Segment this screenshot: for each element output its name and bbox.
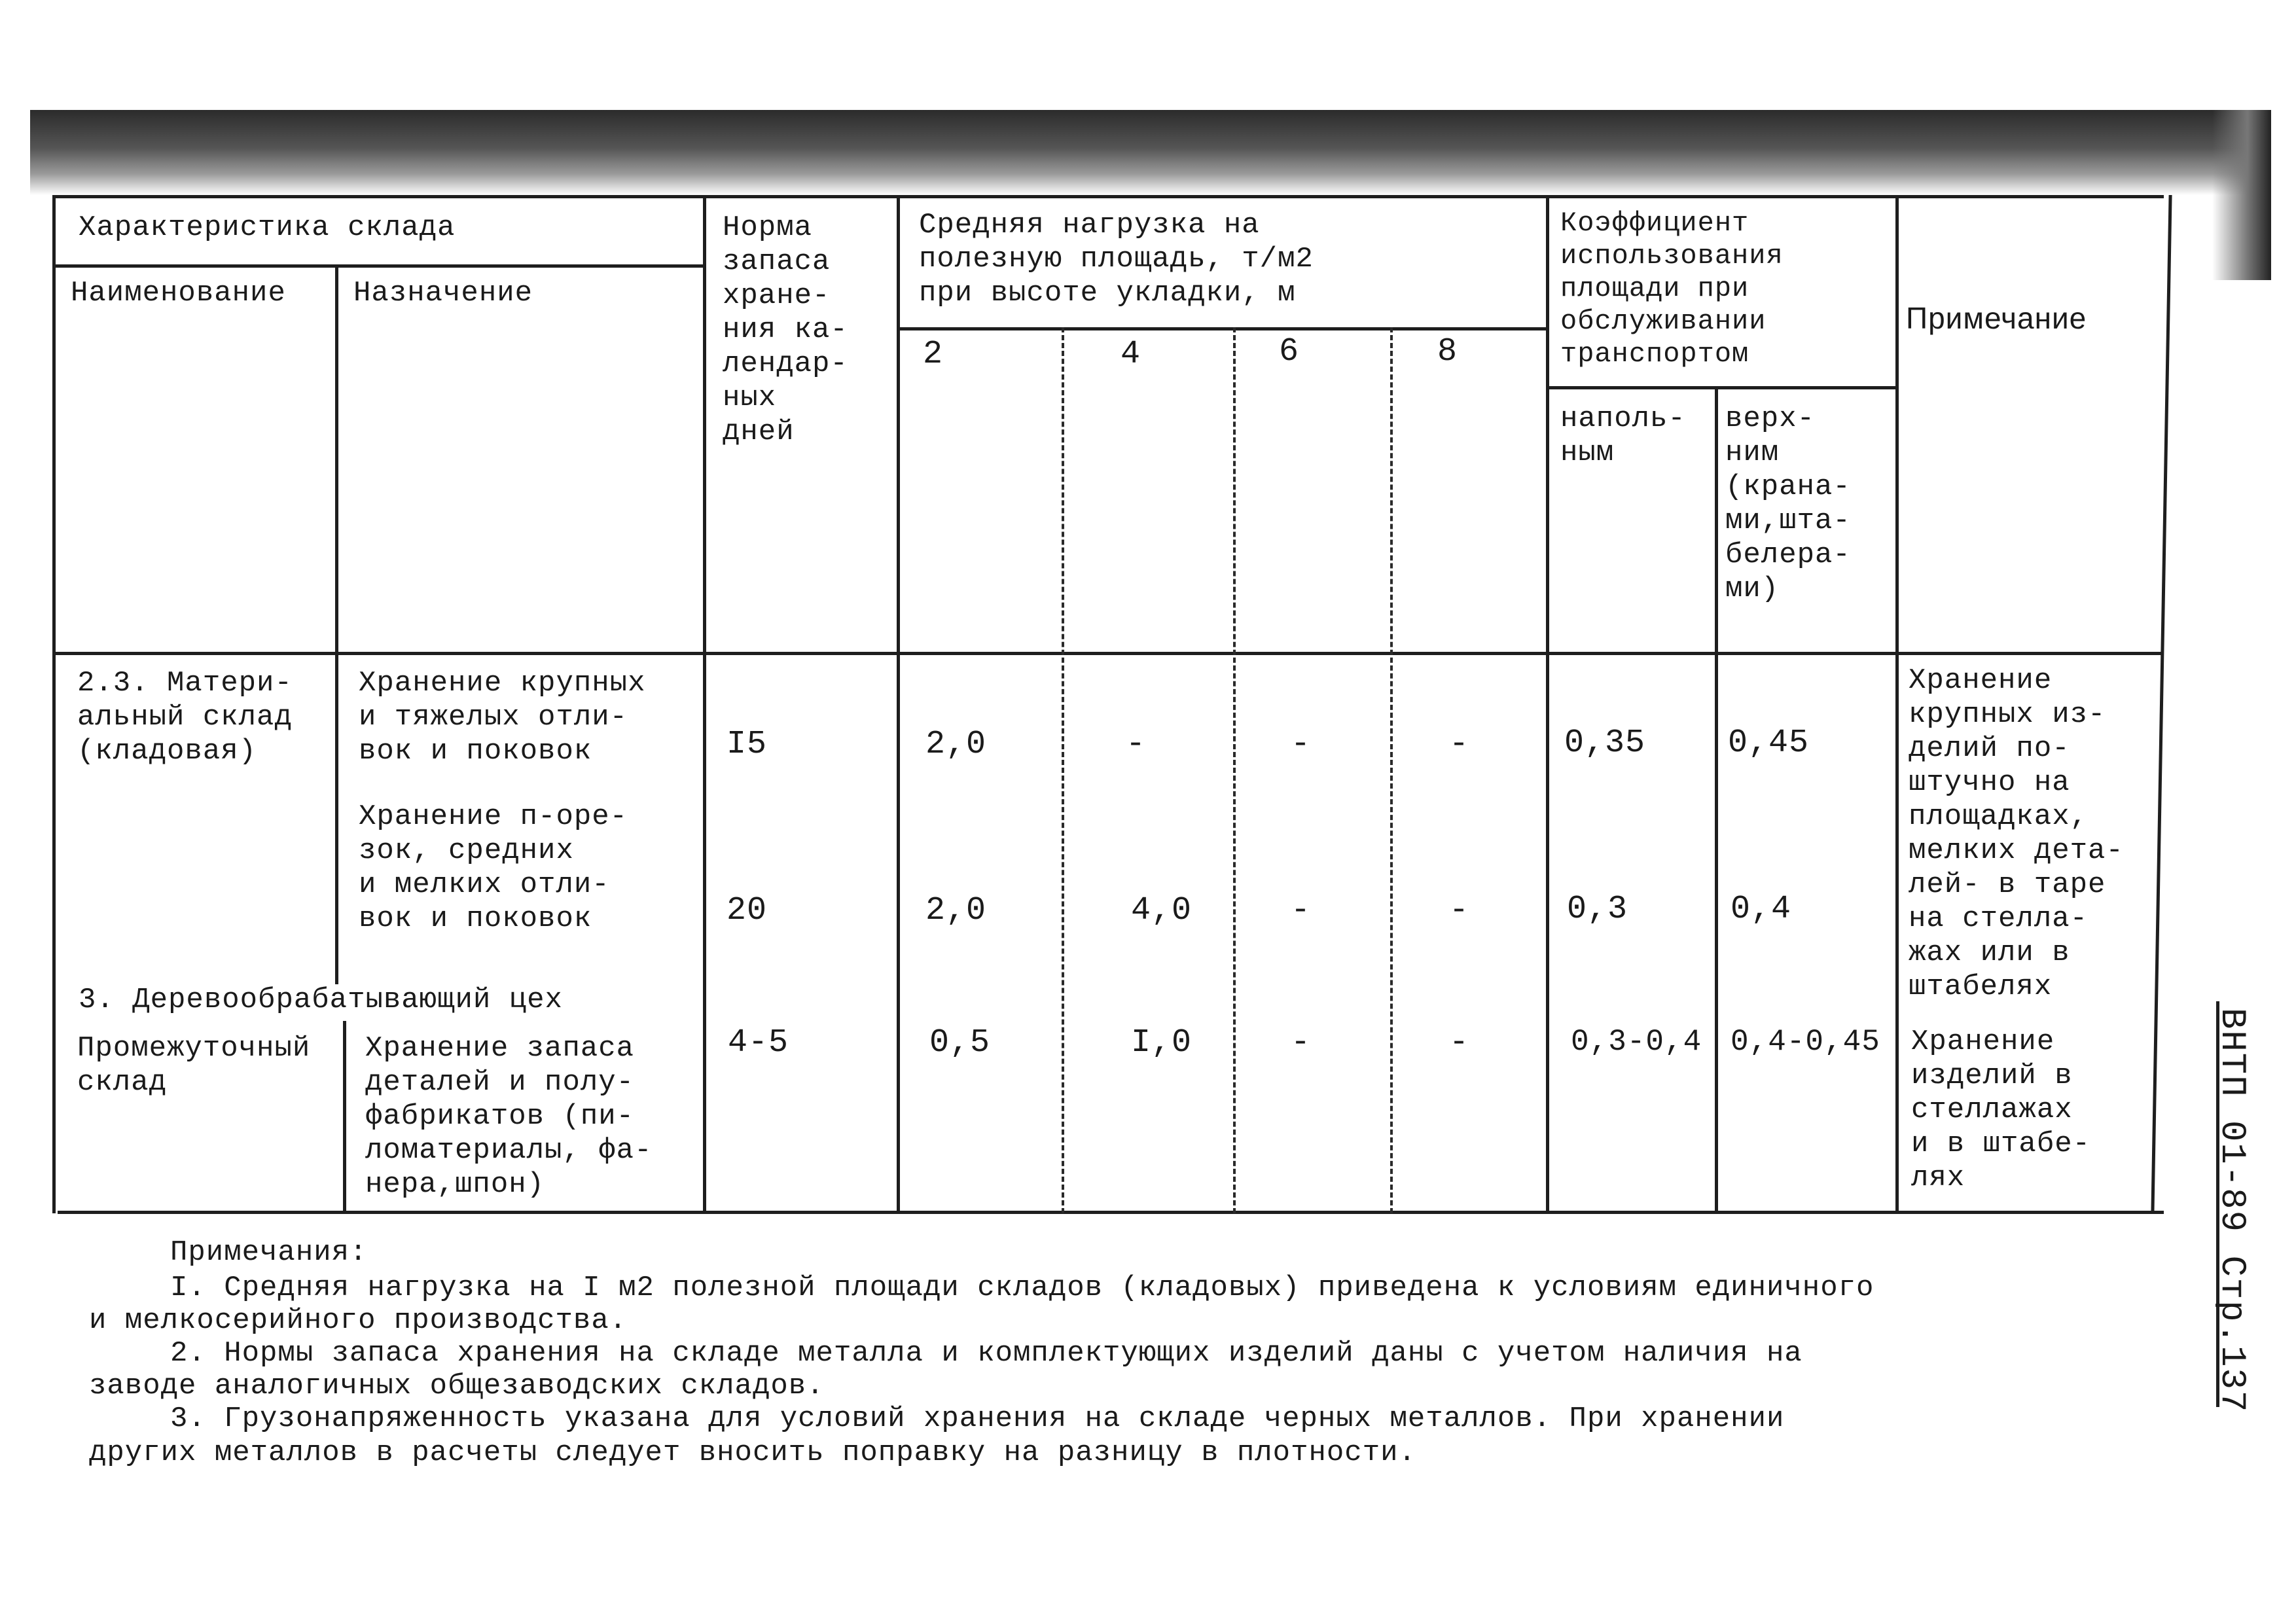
col-h6-h8 — [1390, 327, 1393, 1213]
col-norm-load — [897, 195, 900, 1213]
note-1: I. Средняя нагрузка на I м2 полезной площади складов (кладовых) приведена к условиям единичного — [170, 1272, 1874, 1304]
row1-h4: - — [1126, 726, 1147, 763]
col-floor-overhead — [1715, 386, 1718, 1213]
note-1-cont: и мелкосерийного производства. — [89, 1304, 628, 1337]
section-woodworking: 3. Деревообрабатывающий цех — [79, 984, 563, 1016]
table-top-border — [52, 195, 2164, 198]
remark-group2: Хранение изделий в стеллажах и в штабе- лях — [1911, 1026, 2091, 1194]
right-border — [2151, 195, 2172, 1213]
row3-h2: 0,5 — [929, 1024, 991, 1061]
header-bottom-border — [52, 652, 2164, 655]
header-name: Наименование — [71, 277, 286, 310]
row2-overhead: 0,4 — [1731, 891, 1792, 928]
row1-h8: - — [1449, 726, 1470, 763]
header-coef-group: Коэффициент использования площади при обслуживании транспортом — [1560, 207, 1784, 370]
row3-h8: - — [1449, 1024, 1470, 1061]
row2-norm: 20 — [726, 892, 768, 929]
notes-title: Примечания: — [170, 1236, 368, 1269]
coef-subrow-line — [1549, 386, 1897, 389]
col-h2-h4 — [1062, 327, 1064, 1213]
row2-h8: - — [1449, 892, 1470, 929]
col-coef-remark — [1895, 195, 1899, 1213]
row3-floor: 0,3-0,4 — [1571, 1025, 1702, 1059]
header-purpose: Назначение — [353, 277, 533, 310]
row1-purpose: Хранение крупных и тяжелых отли- вок и поковок — [359, 667, 646, 768]
page-stamp — [2212, 1008, 2291, 1427]
page-stamp-text: ВНТП 01-89 Стр.137 — [2212, 1008, 2251, 1414]
row2-floor: 0,3 — [1567, 891, 1628, 928]
row3-name: Промежуточный склад — [77, 1032, 311, 1099]
header-height-6: 6 — [1279, 333, 1300, 370]
header-height-4: 4 — [1121, 336, 1141, 373]
col-h4-h6 — [1233, 327, 1236, 1213]
note-2: 2. Нормы запаса хранения на складе металла и комплектующих изделий даны с учетом наличия на — [170, 1337, 1803, 1370]
row2-h4: 4,0 — [1131, 892, 1193, 929]
note-3-cont: других металлов в расчеты следует вносить поправку на разницу в плотности. — [89, 1436, 1416, 1469]
row1-h2: 2,0 — [925, 726, 987, 763]
left-border — [52, 195, 56, 1213]
row1-norm: I5 — [726, 726, 768, 763]
note-2-cont: заводе аналогичных общезаводских складов. — [89, 1370, 825, 1402]
row3-h4: I,0 — [1131, 1024, 1193, 1061]
row1-h6: - — [1291, 726, 1312, 763]
table-bottom-border — [58, 1211, 2164, 1214]
row2-h2: 2,0 — [925, 892, 987, 929]
heights-row-line — [898, 327, 1546, 330]
col-name-purpose — [335, 264, 338, 984]
row2-h6: - — [1291, 892, 1312, 929]
header-height-2: 2 — [923, 336, 944, 373]
row3-norm: 4-5 — [728, 1024, 789, 1061]
scan-shadow-top — [30, 110, 2266, 195]
header-subrow-line — [52, 264, 704, 268]
header-warehouse-group: Характеристика склада — [79, 211, 456, 244]
remark-group1: Хранение крупных из- делий по- штучно на площадках, мелких дета- лей- в таре на стелла- жах или в штабелях — [1909, 664, 2124, 1003]
header-remark: Примечание — [1906, 301, 2087, 335]
row1-overhead: 0,45 — [1728, 724, 1810, 762]
header-overhead: верх- ним (крана- ми,шта- белера- ми) — [1725, 402, 1851, 605]
col-purpose-norm — [703, 195, 706, 1213]
scan-shadow-right — [2212, 110, 2271, 280]
header-load-group: Средняя нагрузка на полезную площадь, т/м2 при высоте укладки, м — [919, 209, 1314, 310]
row3-overhead: 0,4-0,45 — [1731, 1025, 1880, 1059]
row1-name: 2.3. Матери- альный склад (кладовая) — [77, 667, 293, 768]
header-height-8: 8 — [1437, 333, 1458, 370]
col-name-purpose-lower — [343, 1021, 346, 1213]
row3-purpose: Хранение запаса деталей и полу- фабрикатов (пи- ломатериалы, фа- нера,шпон) — [365, 1032, 653, 1201]
note-3: 3. Грузонапряженность указана для условий хранения на складе черных металлов. При хранении — [170, 1402, 1785, 1435]
row3-h6: - — [1291, 1024, 1312, 1061]
header-floor: наполь- ным — [1560, 402, 1686, 469]
col-load-coef — [1546, 195, 1549, 1213]
header-norm: Норма запаса хране- ния ка- лендар- ных дней — [723, 211, 848, 448]
row2-purpose: Хранение п-оре- зок, средних и мелких отли- вок и поковок — [359, 800, 628, 935]
row1-floor: 0,35 — [1564, 724, 1646, 762]
